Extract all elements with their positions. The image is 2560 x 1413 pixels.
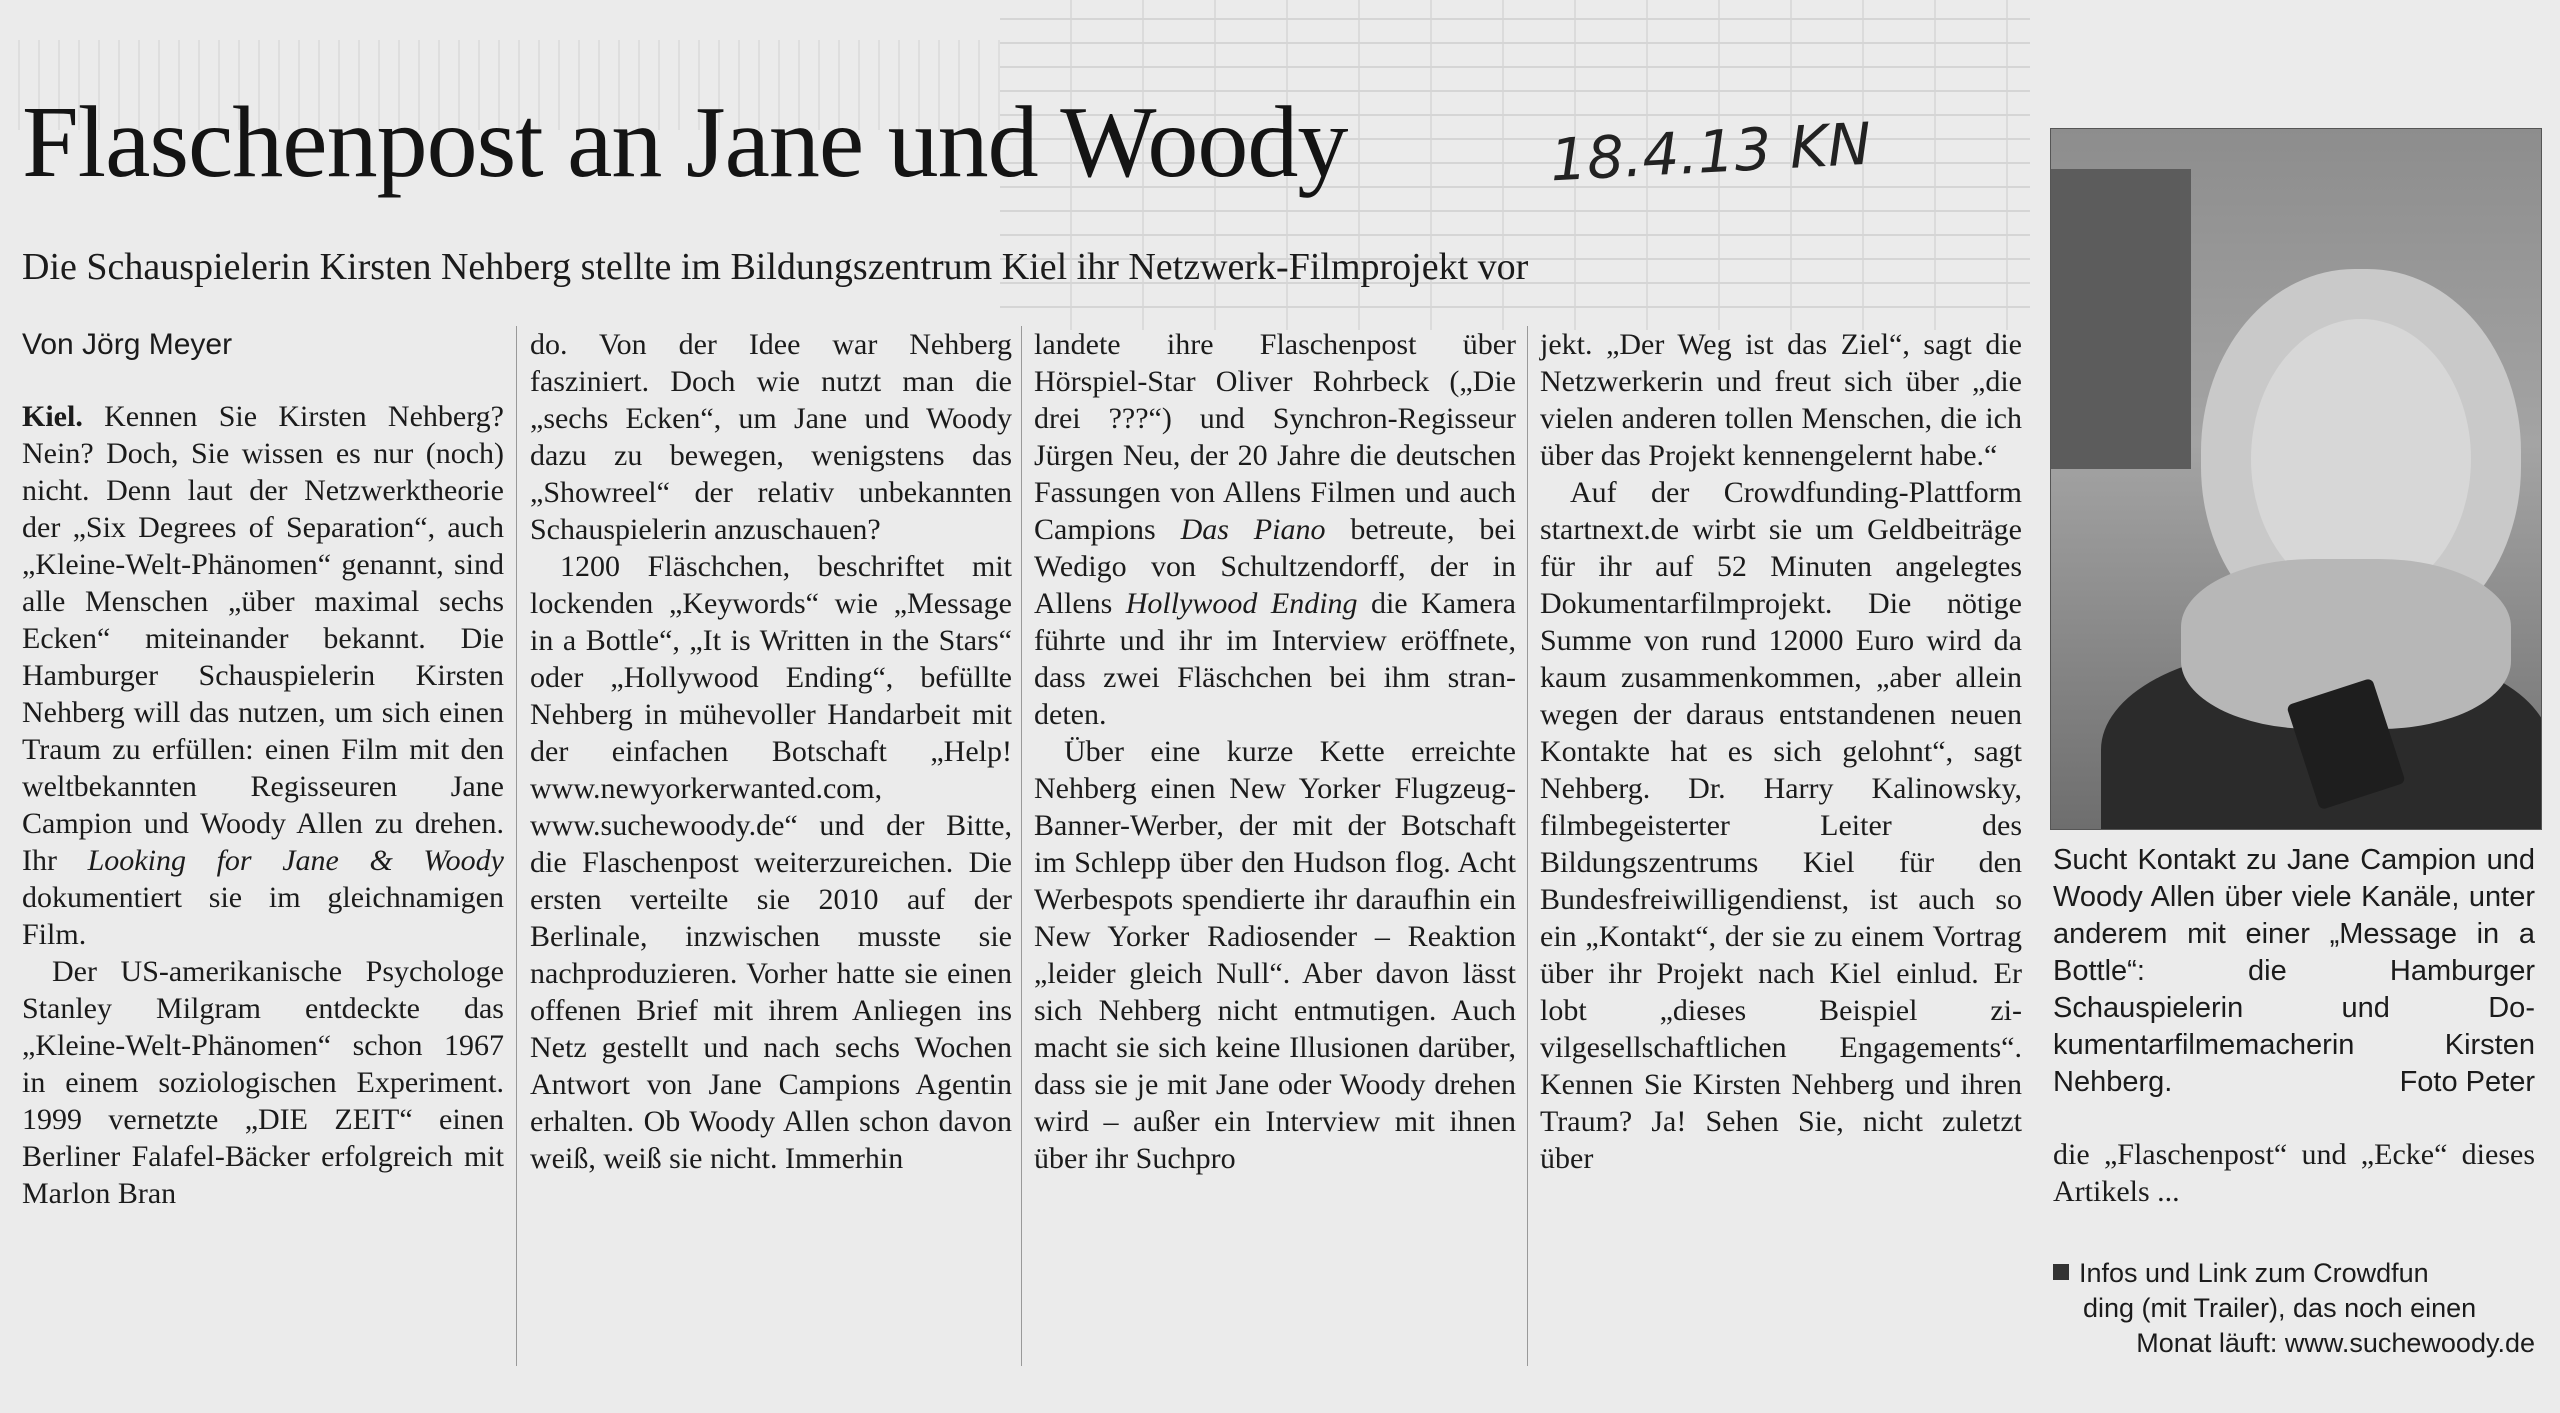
text-span: dokumentiert sie im gleichnamigen Film. xyxy=(22,881,504,951)
film-title: Hollywood Ending xyxy=(1125,587,1358,620)
byline: Von Jörg Meyer xyxy=(22,328,233,361)
info-line-2: ding (mit Trailer), das noch einen xyxy=(2083,1293,2477,1323)
paragraph: Der US-amerikanische Psychologe Stanley Milgram entdeckte das „Kleine-Welt-Phänomen“ schon 1967 in einem soziologischen Experiment. 1999 vernetzte „DIE ZEIT“ einen Berliner Falafel-Bäcker erfolgreich mit Marlon Bran xyxy=(22,955,504,1210)
paragraph: Auf der Crowdfunding-Plattform startnext.de wirbt sie um Geldbeiträge für ihr auf 52 Minuten angelegtes Dokumentarfilmprojekt. Die nötige Summe von rund 12000 Euro wird da kaum zusammenkommen, „aber allein wegen der daraus entstandenen neuen Kontakte hat es sich gelohnt“, sagt Nehberg. Dr. Harry Kalinowsky, filmbegeisterter Leiter des Bildungszentrums Kiel für den Bundesfreiwilligendienst, ist auch so ein „Kontakt“, der sie zu einem Vortrag über ihr Projekt nach Kiel einlud. Er lobt „dieses Beispiel zivilgesellschaftlichen Engagements“. Kennen Sie Kirsten Nehberg und ihren Traum? Ja! Sehen Sie, nicht zuletzt über xyxy=(1540,476,2022,1175)
paragraph: Über eine kurze Kette erreichte Nehberg einen New Yorker Flugzeug-Banner-Werber, der mit der Botschaft im Schlepp über den Hudson flog. Acht Werbespots spendierte ihr daraufhin ein New Yorker Radiosender – Reaktion „leider gleich Null“. Aber davon lässt sich Nehberg nicht entmutigen. Auch macht sie sich keine Illusionen darüber, dass sie je mit Jane oder Woody drehen wird – außer ein Interview mit ihnen über ihr Suchpro xyxy=(1034,735,1516,1175)
article-column-3 xyxy=(1034,326,1516,1177)
info-box xyxy=(2053,1256,2535,1361)
headline: Flaschenpost an Jane und Woody xyxy=(22,86,1348,199)
info-line-3: Monat läuft: www.suchewoody.de xyxy=(2136,1328,2535,1358)
portrait-photo xyxy=(2050,128,2542,830)
column-divider xyxy=(516,326,517,1366)
paragraph xyxy=(1034,326,1516,733)
photo-caption xyxy=(2053,842,2535,1101)
photo-face xyxy=(2251,319,2471,599)
photo-credit: Foto Peter xyxy=(2399,1066,2535,1098)
photo-background-building xyxy=(2051,169,2191,469)
column-divider xyxy=(1021,326,1022,1366)
film-title: Das Piano xyxy=(1180,513,1326,546)
paragraph: do. Von der Idee war Nehberg fasziniert. Doch wie nutzt man die „sechs Ecken“, um Jane und Woody dazu zu bewegen, wenigstens das „Showreel“ der relativ unbekannten Schauspielerin anzuschauen? xyxy=(530,328,1012,546)
dateline: Kiel. xyxy=(22,400,83,433)
handwritten-date-note: 18.4.13 KN xyxy=(1548,109,1873,195)
article-column-2 xyxy=(530,326,1012,1177)
info-line-1: Infos und Link zum Crowdfun xyxy=(2079,1258,2429,1288)
article-column-4 xyxy=(1540,326,2022,1177)
article-column-1 xyxy=(22,398,504,1212)
subheadline: Die Schauspielerin Kirsten Nehberg stellte im Bildungszentrum Kiel ihr Netzwerk-Filmprojekt vor xyxy=(22,246,1529,288)
film-title: Looking for Jane & Woody xyxy=(87,844,504,877)
paragraph: jekt. „Der Weg ist das Ziel“, sagt die Netzwerkerin und freut sich über „die vielen anderen tollen Menschen, die ich über das Projekt kennengelernt habe.“ xyxy=(1540,328,2022,472)
text-span: Kennen Sie Kirsten Nehberg? Nein? Doch, Sie wissen es nur (noch) nicht. Denn laut der Netzwerktheorie der „Six Degrees of Separation“, auch „Kleine-Welt-Phänomen“ genannt, sind alle Menschen „über maximal sechs Ecken“ miteinander bekannt. Die Hamburger Schauspielerin Kirsten Nehberg will das nutzen, um sich einen Traum zu erfüllen: einen Film mit den weltbekannten Regisseuren Jane Campion und Woody Allen zu drehen. Ihr xyxy=(22,400,504,877)
paragraph: 1200 Fläschchen, beschriftet mit lockenden „Keywords“ wie „Message in a Bottle“, „It is Written in the Stars“ oder „Hollywood Ending“, befüllte Nehberg in mühevoller Handarbeit mit der einfachen Botschaft „Help! www.newyorkerwanted.com, www.suchewoody.de“ und der Bitte, die Flaschenpost weiterzureichen. Die ersten verteilte sie 2010 auf der Berlinale, inzwischen musste sie nachproduzieren. Vorher hatte sie einen offenen Brief mit ihrem Anliegen ins Netz gestellt und nach sechs Wochen Antwort von Jane Campions Agentin erhalten. Ob Woody Allen schon davon weiß, weiß sie nicht. Immerhin xyxy=(530,550,1012,1175)
text-span: landete ihre Flaschenpost über Hörspiel-Star Oliver Rohrbeck („Die drei ???“) und Synchron-Regisseur Jürgen Neu, der 20 Jahre die deutschen Fassungen von Allens Filmen und auch Campions xyxy=(1034,328,1516,546)
column-divider xyxy=(1527,326,1528,1366)
text-span: betreute, bei Wedigo von Schultzendorff, der in Allens xyxy=(1034,513,1516,620)
text-span: die Kamera führte und ihr im Interview eröffnete, dass zwei Fläschchen bei ihm strandeten. xyxy=(1034,587,1516,731)
square-bullet-icon xyxy=(2053,1264,2069,1280)
caption-text: Sucht Kontakt zu Jane Campion und Woody Allen über viele Kanäle, unter anderem mit einer „Message in a Bottle“: die Hamburger Schauspielerin und Dokumentarfilmemacherin Kirsten Nehberg. xyxy=(2053,844,2535,1098)
aside-text: die „Flaschenpost“ und „Ecke“ dieses Artikels ... xyxy=(2053,1138,2535,1208)
paragraph xyxy=(22,398,504,953)
